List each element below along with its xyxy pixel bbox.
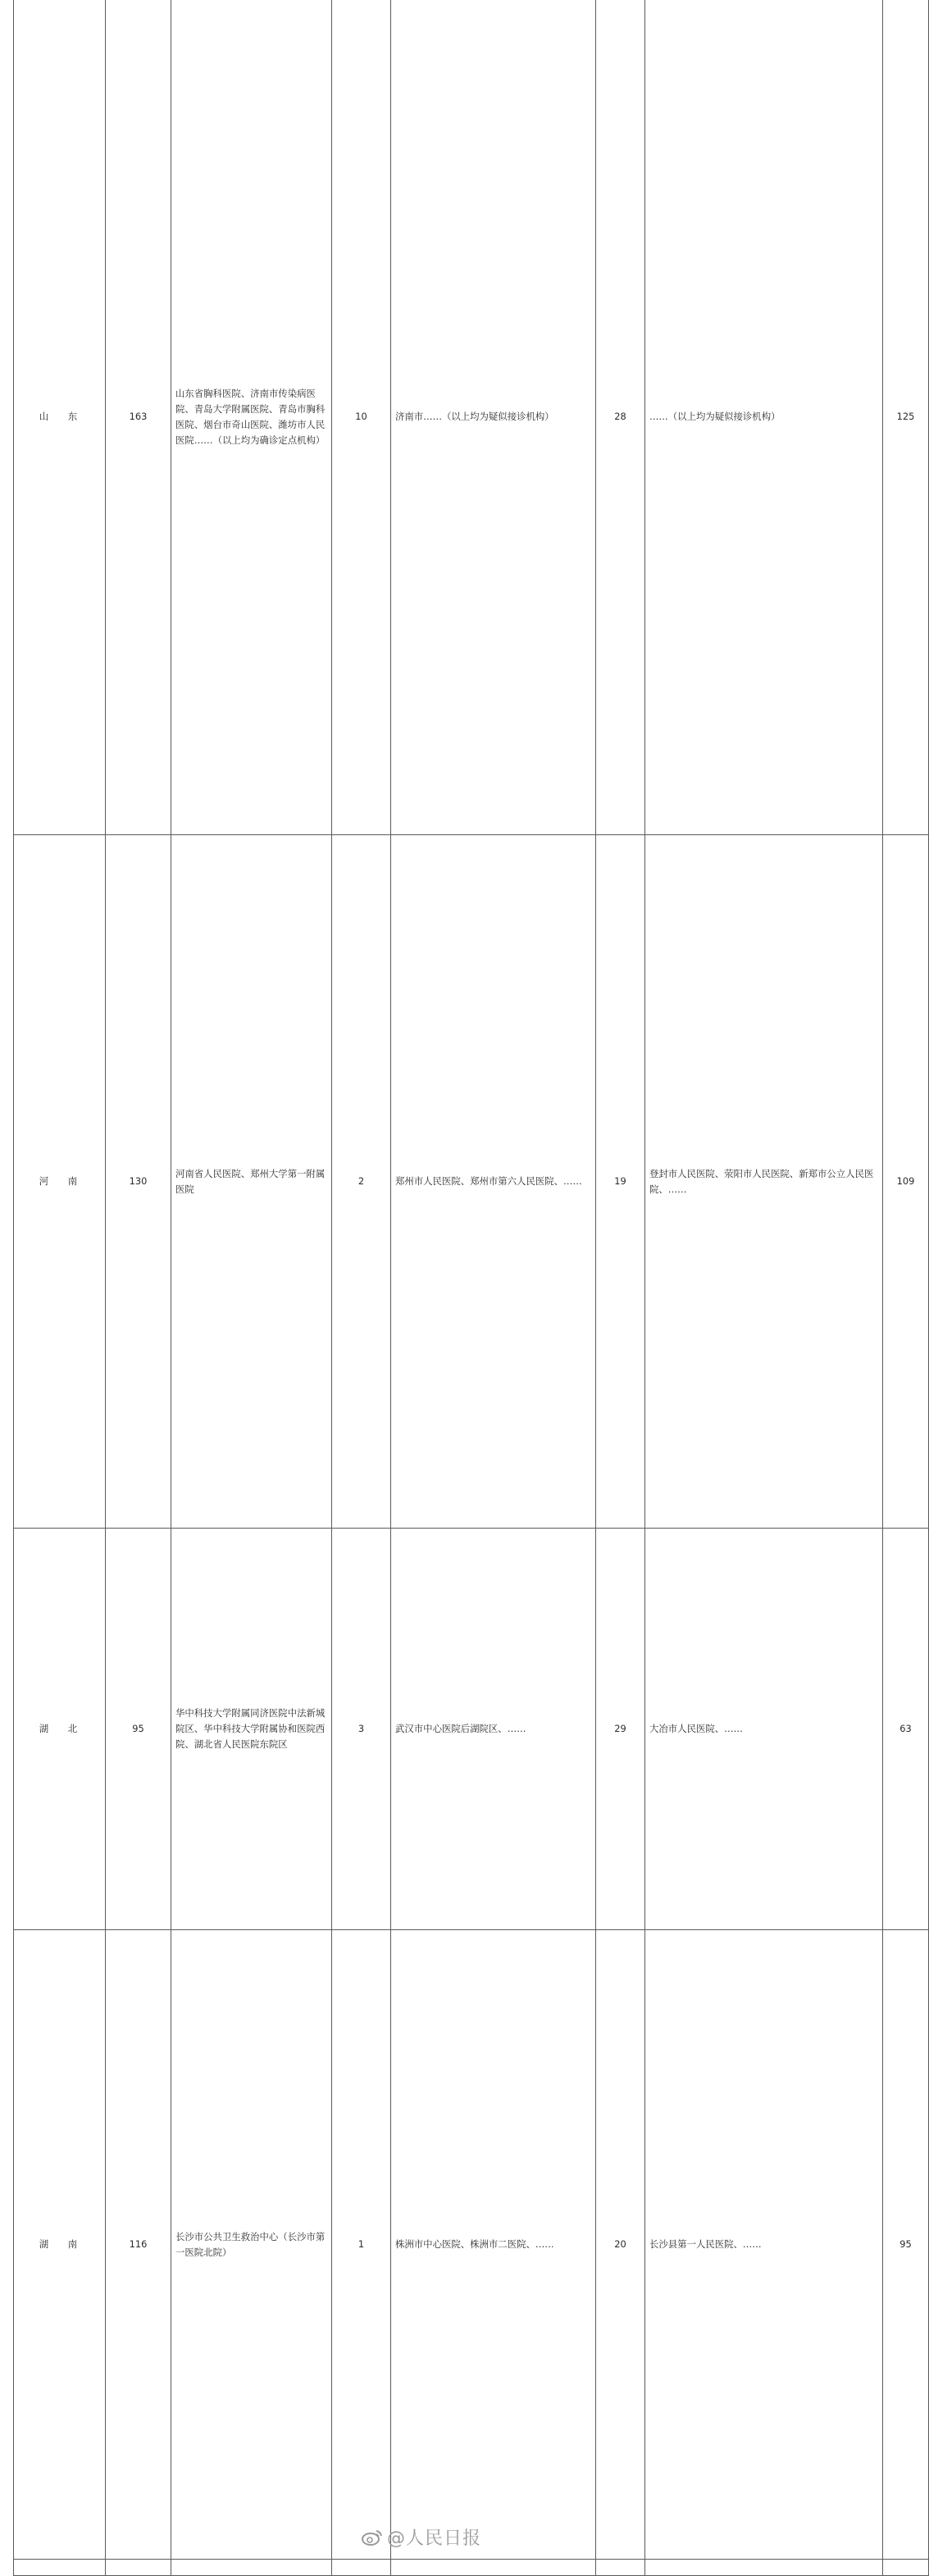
other-hospitals-cell: ……（以上均为疑似接诊机构） [645,0,883,835]
table-row [14,1529,929,1930]
table-row [14,1930,929,2560]
count-cell: 125 [883,0,929,835]
count-cell: 116 [106,1930,171,2560]
designated-hospitals-cell: 长沙市公共卫生救治中心（长沙市第一医院北院） [171,1930,332,2560]
province-cell: 湖 南 [14,1930,106,2560]
count-cell: 28 [596,0,645,835]
designated-hospitals-cell: 河南省人民医院、郑州大学第一附属医院 [171,835,332,1529]
count-cell: 163 [106,0,171,835]
weibo-logo-icon [361,2528,384,2546]
weibo-watermark [361,2524,481,2550]
hospital-table [13,0,929,2576]
table-row [14,0,929,835]
designated-hospitals-cell: 华中科技大学附属同济医院中法新城院区、华中科技大学附属协和医院西院、湖北省人民医院东院区 [171,1529,332,1930]
table-row [14,835,929,1529]
count-cell: 10 [332,0,391,835]
count-cell: 109 [883,835,929,1529]
count-cell: 20 [596,1930,645,2560]
province-cell: 山 东 [14,0,106,835]
suspect-hospitals-cell: 济南市……（以上均为疑似接诊机构） [391,0,596,835]
other-hospitals-cell: 大冶市人民医院、…… [645,1529,883,1930]
count-cell: 3 [332,1529,391,1930]
other-hospitals-cell: 长沙县第一人民医院、…… [645,1930,883,2560]
count-cell: 1 [332,1930,391,2560]
count-cell: 95 [883,1930,929,2560]
table-row-partial [14,2560,929,2576]
count-cell: 2 [332,835,391,1529]
count-cell: 130 [106,835,171,1529]
suspect-hospitals-cell: 武汉市中心医院后湖院区、…… [391,1529,596,1930]
province-cell: 河 南 [14,835,106,1529]
province-cell: 湖 北 [14,1529,106,1930]
other-hospitals-cell: 登封市人民医院、荥阳市人民医院、新郑市公立人民医院、…… [645,835,883,1529]
suspect-hospitals-cell: 郑州市人民医院、郑州市第六人民医院、…… [391,835,596,1529]
designated-hospitals-cell: 山东省胸科医院、济南市传染病医院、青岛大学附属医院、青岛市胸科医院、烟台市奇山医院、潍坊市人民医院……（以上均为确诊定点机构） [171,0,332,835]
count-cell: 63 [883,1529,929,1930]
watermark-text: @人民日报 [387,2528,482,2549]
count-cell: 29 [596,1529,645,1930]
suspect-hospitals-cell: 株洲市中心医院、株洲市二医院、…… [391,1930,596,2560]
count-cell: 19 [596,835,645,1529]
count-cell: 95 [106,1529,171,1930]
